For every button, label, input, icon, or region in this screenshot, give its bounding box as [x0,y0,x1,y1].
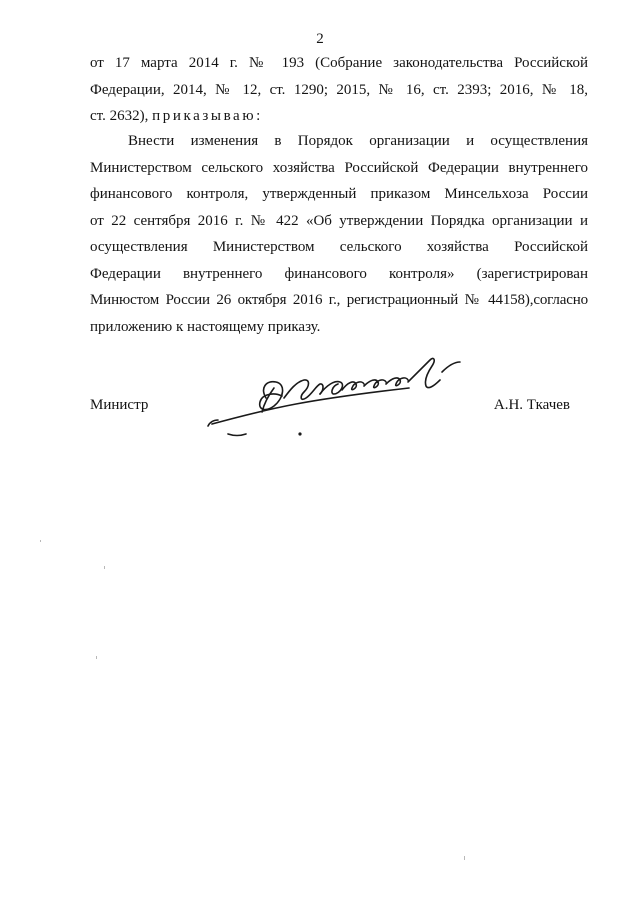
text-fragment: ст. 2632), [90,108,149,124]
signer-name: А.Н. Ткачев [493,397,570,413]
text-line: осуществления Министерством сельского хозяйства Российской [90,239,588,255]
text-line: Минюстом России 26 октября 2016 г., регистрационный № 44158),согласно [90,292,588,308]
page-number: 2 [316,31,324,47]
text-line: Федерации внутреннего финансового контроля» (зарегистрирован [90,265,588,282]
paragraph-order-content [90,128,588,340]
order-word: приказываю: [152,108,263,124]
paragraph-legal-basis [90,50,588,130]
text-line: Министерством сельского хозяйства Российской Федерации внутреннего [90,159,588,176]
scan-speck [464,856,465,860]
scan-speck [104,566,105,569]
text-line: финансового контроля, утвержденный приказом Минсельхоза России [90,186,588,202]
signer-position: Министр [90,397,149,413]
text-line: Внести изменения в Порядок организации и осуществления [128,133,588,149]
text-line: Федерации, 2014, № 12, ст. 1290; 2015, № 16, ст. 2393; 2016, № 18, [90,81,588,98]
text-line: от 17 марта 2014 г. № 193 (Собрание законодательства Российской [90,55,588,71]
text-line: приложению к настоящему приказу. [90,318,321,335]
scan-speck [96,656,97,659]
text-line [90,103,588,130]
signature-row [90,394,588,418]
scan-speck [40,540,41,542]
text-line: от 22 сентября 2016 г. № 422 «Об утверждении Порядка организации и [90,212,588,229]
